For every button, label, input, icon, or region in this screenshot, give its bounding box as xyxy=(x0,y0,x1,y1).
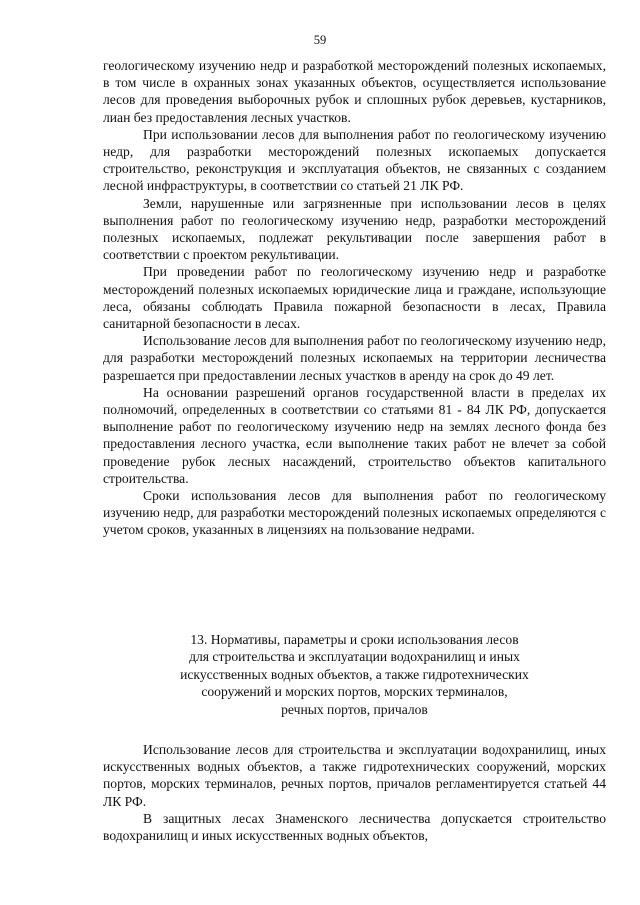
paragraph: Использование лесов для строительства и эксплуатации водохранилищ, иных искусственных водных объектов, а также гидротехнических сооружений, морских портов, морских терминалов, речных портов, причалов регламентируется статьей 44 ЛК РФ. xyxy=(103,742,606,809)
section-heading-line: сооружений и морских портов, морских терминалов, xyxy=(201,684,508,700)
paragraph: В защитных лесах Знаменского лесничества допускается строительство водохранилищ и иных искусственных водных объектов, xyxy=(103,810,606,844)
paragraph: При использовании лесов для выполнения работ по геологическому изучению недр, для разработки месторождений полезных ископаемых допускается строительство, реконструкция и эксплуатация объектов, не связанных с созданием лесной инфраструктуры, в соответствии со статьей 21 ЛК РФ. xyxy=(103,126,606,194)
paragraph: Сроки использования лесов для выполнения работ по геологическому изучению недр, для разработки месторождений полезных ископаемых определяются с учетом сроков, указанных в лицензиях на пользование недрами. xyxy=(103,488,606,538)
section-heading-line: искусственных водных объектов, а также гидротехнических xyxy=(180,666,529,682)
section-heading-line: речных портов, причалов xyxy=(281,701,428,717)
paragraph: При проведении работ по геологическому изучению недр и разработке месторождений полезных ископаемых юридические лица и граждане, использующие леса, обязаны соблюдать Правила пожарной безопасности в лесах, Правила санитарной безопасности в лесах. xyxy=(103,264,606,332)
section-heading-line: 13. Нормативы, параметры и сроки использования лесов xyxy=(190,632,519,647)
section-heading-line: для строительства и эксплуатации водохранилищ и иных xyxy=(189,649,520,665)
section-heading xyxy=(103,631,606,718)
paragraph: Земли, нарушенные или загрязненные при использовании лесов в целях выполнения работ по геологическому изучению недр, разработки месторождений полезных ископаемых, подлежат рекультивации после завершения работ в соответствии с проектом рекультивации. xyxy=(103,195,606,263)
page-number: 59 xyxy=(313,33,327,47)
paragraph: На основании разрешений органов государственной власти в пределах их полномочий, определенных в соответствии со статьями 81 - 84 ЛК РФ, допускается выполнение работ по геологическому изучению недр на землях лесного фонда без предоставления лесного участка, если выполнение таких работ не влечет за собой проведение рубок лесных насаждений, строительство объектов капитального строительства. xyxy=(103,384,606,486)
paragraph: Использование лесов для выполнения работ по геологическому изучению недр, для разработки месторождений полезных ископаемых на территории лесничества разрешается при предоставлении лесных участков в аренду на срок до 49 лет. xyxy=(103,333,606,383)
paragraph: геологическому изучению недр и разработкой месторождений полезных ископаемых, в том числе в охранных зонах указанных объектов, осуществляется использование лесов для проведения выборочных рубок и сплошных рубок деревьев, кустарников, лиан без предоставления лесных участков. xyxy=(103,58,606,125)
body-text-section-13 xyxy=(103,741,606,844)
body-text-section-12 xyxy=(103,57,606,539)
